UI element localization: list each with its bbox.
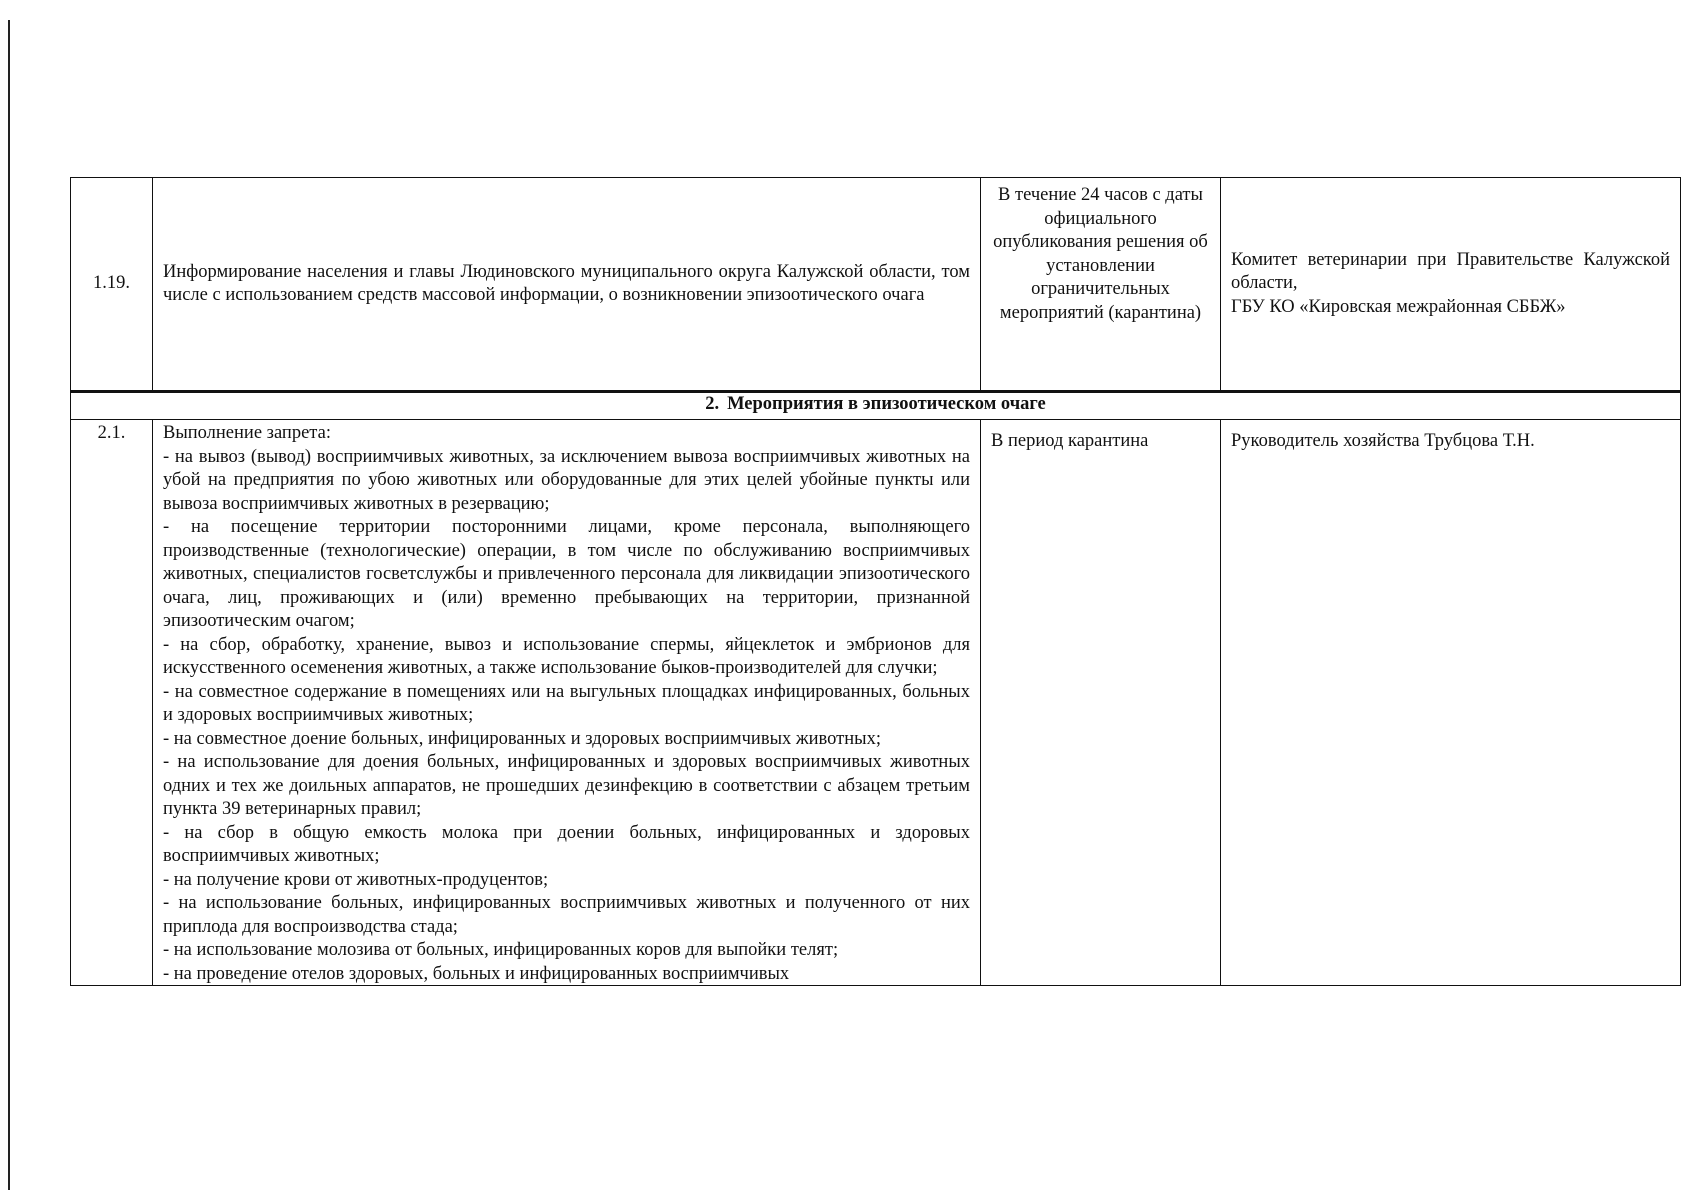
deadline-cell: В период карантина xyxy=(981,420,1221,986)
responsible-line: ГБУ КО «Кировская межрайонная СББЖ» xyxy=(1231,296,1566,317)
row-number: 2.1. xyxy=(71,420,153,986)
responsible-line: Комитет ветеринарии при Правительстве Калужской области, xyxy=(1231,249,1670,294)
responsible-cell: Руководитель хозяйства Трубцова Т.Н. xyxy=(1221,420,1681,986)
section-header-row xyxy=(71,392,1681,420)
list-item: - на получение крови от животных-продуцентов; xyxy=(163,869,549,890)
deadline-cell: В течение 24 часов с даты официального опубликования решения об установлении ограничительных мероприятий (карантина) xyxy=(981,178,1221,392)
table-row-1-19 xyxy=(71,178,1681,392)
list-item: - на вывоз (вывод) восприимчивых животных, за исключением вывоза восприимчивых животных на убой на предприятия по убою животных или оборудованные для этих целей убойные пункты или вывоза восприимчивых животных в резервацию; xyxy=(163,446,970,514)
list-item: - на сбор, обработку, хранение, вывоз и использование спермы, яйцеклеток и эмбрионов для искусственного осеменения животных, а также использование быков-производителей для случки; xyxy=(163,634,970,678)
list-item: - на посещение территории посторонними лицами, кроме персонала, выполняющего производственные (технологические) операции, в том числе по обслуживанию восприимчивых животных, специалистов госветслужбы и привлеченного персонала для ликвидации эпизоотического очага, лиц, проживающих и (или) временно пребывающих на территории, признанной эпизоотическим очагом; xyxy=(163,517,970,631)
event-description xyxy=(153,420,981,986)
list-item: - на совместное доение больных, инфицированных и здоровых восприимчивых животных; xyxy=(163,728,881,749)
event-description: Информирование населения и главы Людиновского муниципального округа Калужской области, том числе с использованием средств массовой информации, о возникновении эпизоотического очага xyxy=(153,178,981,392)
section-title: Мероприятия в эпизоотическом очаге xyxy=(727,394,1046,414)
list-item: - на сбор в общую емкость молока при доении больных, инфицированных и здоровых восприимчивых животных; xyxy=(163,822,970,866)
list-item: - на совместное содержание в помещениях или на выгульных площадках инфицированных, больных и здоровых восприимчивых животных; xyxy=(163,681,970,725)
table-row-2-1 xyxy=(71,420,1681,986)
section-header xyxy=(71,392,1681,420)
section-number: 2. xyxy=(705,394,720,414)
responsible-cell xyxy=(1221,178,1681,392)
list-item: - на использование для доения больных, инфицированных и здоровых восприимчивых животных одних и тех же доильных аппаратов, не прошедших дезинфекцию в соответствии с абзацем третьим пункта 39 ветеринарных правил; xyxy=(163,752,970,819)
scan-edge-line xyxy=(8,20,10,1190)
list-item: - на использование молозива от больных, инфицированных коров для выпойки телят; xyxy=(163,940,839,960)
row-number: 1.19. xyxy=(71,178,153,392)
measures-table xyxy=(70,177,1681,986)
list-item: - на использование больных, инфицированных восприимчивых животных и полученного от них приплода для воспроизводства стада; xyxy=(163,893,970,937)
list-item: - на проведение отелов здоровых, больных и инфицированных восприимчивых xyxy=(163,963,790,984)
event-heading: Выполнение запрета: xyxy=(163,423,331,443)
